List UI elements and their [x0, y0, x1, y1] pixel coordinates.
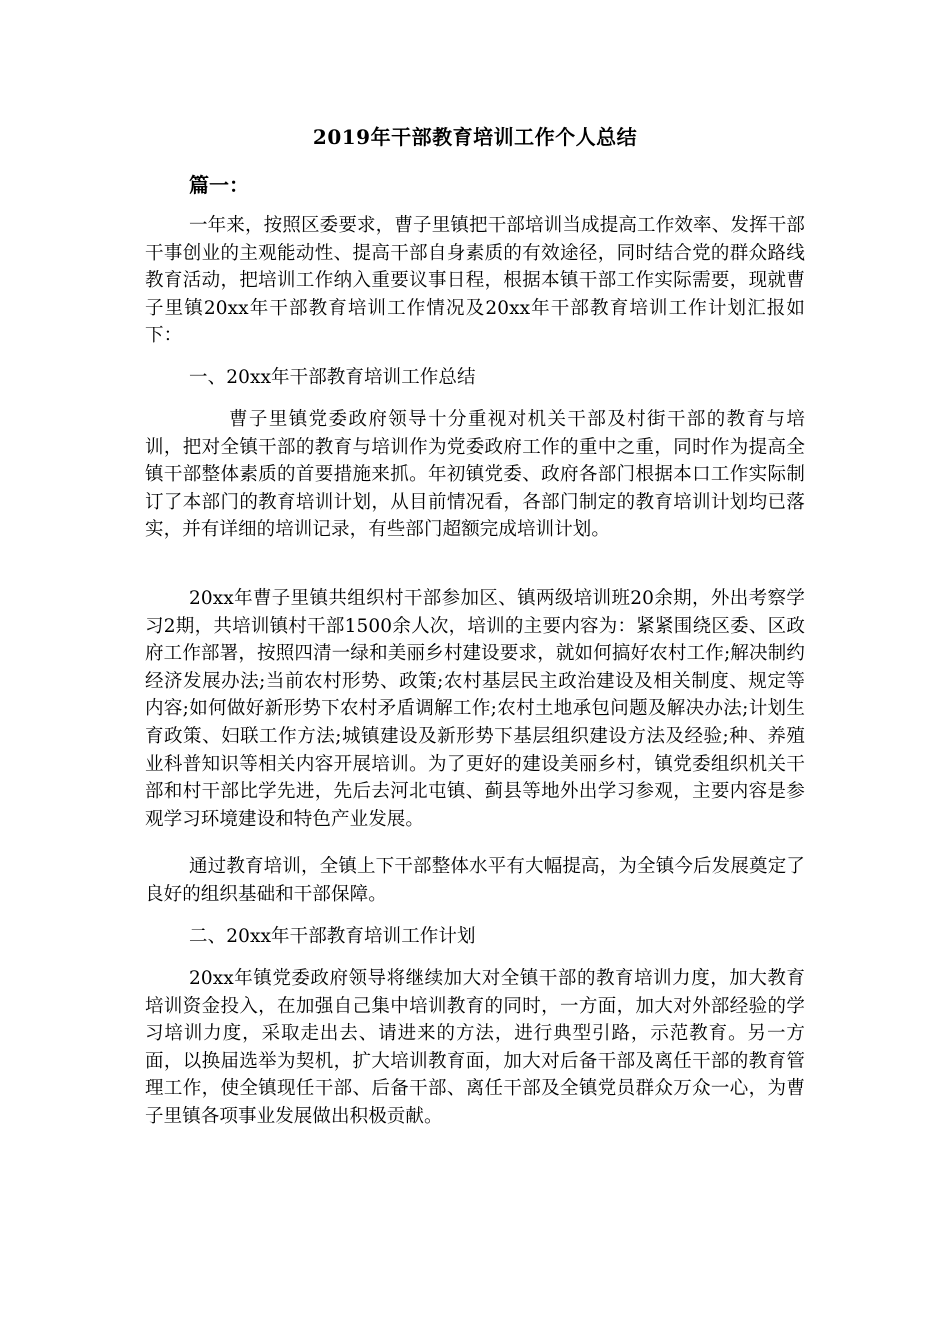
paragraph-training-result: 通过教育培训，全镇上下干部整体水平有大幅提高，为全镇今后发展奠定了良好的组织基础和干部保障。 — [145, 856, 805, 905]
paragraph-plan: 20xx年镇党委政府领导将继续加大对全镇干部的教育培训力度，加大教育培训资金投入，在加强自己集中培训教育的同时，一方面，加大对外部经验的学习培训力度，采取走出去、请进来的方法，进行典型引路，示范教育。另一方面，以换届选举为契机，扩大培训教育面，加大对后备干部及离任干部的教育管理工作，使全镇现任干部、后备干部、离任干部及全镇党员群众万众一心，为曹子里镇各项事业发展做出积极贡献。 — [145, 968, 805, 1127]
part-label: 篇一： — [189, 173, 249, 197]
paragraph-summary-overview: 曹子里镇党委政府领导十分重视对机关干部及村街干部的教育与培训，把对全镇干部的教育与培训作为党委政府工作的重中之重，同时作为提高全镇干部整体素质的首要措施来抓。年初镇党委、政府各部门根据本口工作实际制订了本部门的教育培训计划，从目前情况看，各部门制定的教育培训计划均已落实，并有详细的培训记录，有些部门超额完成培训计划。 — [145, 409, 805, 541]
paragraph-intro: 一年来，按照区委要求，曹子里镇把干部培训当成提高工作效率、发挥干部干事创业的主观能动性、提高干部自身素质的有效途径，同时结合党的群众路线教育活动，把培训工作纳入重要议事日程，根据本镇干部工作实际需要，现就曹子里镇20xx年干部教育培训工作情况及20xx年干部教育培训工作计划汇报如下： — [145, 215, 805, 347]
paragraph-training-details: 20xx年曹子里镇共组织村干部参加区、镇两级培训班20余期，外出考察学习2期，共培训镇村干部1500余人次，培训的主要内容为：紧紧围绕区委、区政府工作部署，按照四清一绿和美丽乡村建设要求，就如何搞好农村工作;解决制约经济发展办法;当前农村形势、政策;农村基层民主政治建设及相关制度、规定等内容;如何做好新形势下农村矛盾调解工作;农村土地承包问题及解决办法;计划生育政策、妇联工作方法;城镇建设及新形势下基层组织建设方法及经验;种、养殖业科普知识等相关内容开展培训。为了更好的建设美丽乡村，镇党委组织机关干部和村干部比学先进，先后去河北屯镇、蓟县等地外出学习参观，主要内容是参观学习环境建设和特色产业发展。 — [145, 588, 805, 830]
document-title: 2019年干部教育培训工作个人总结 — [312, 125, 638, 149]
section-heading-summary: 一、20xx年干部教育培训工作总结 — [189, 367, 476, 388]
section-heading-plan: 二、20xx年干部教育培训工作计划 — [189, 926, 476, 947]
